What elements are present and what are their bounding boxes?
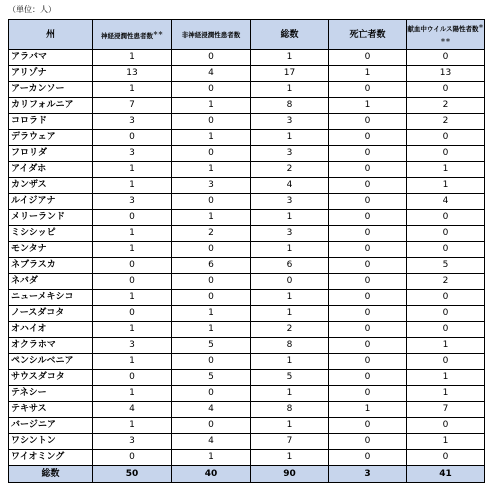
cell-neuroinvasive: 3 — [93, 338, 172, 354]
table-row — [9, 290, 485, 306]
cell-non-neuroinvasive: 1 — [172, 130, 251, 146]
state-case-table — [8, 19, 485, 483]
cell-non-neuroinvasive: 4 — [172, 402, 251, 418]
cell-neuroinvasive: 1 — [93, 178, 172, 194]
cell-blood-donor-positive: 0 — [407, 354, 485, 370]
cell-blood-donor-positive: 0 — [407, 82, 485, 98]
cell-deaths: 1 — [329, 98, 407, 114]
cell-total: 1 — [251, 210, 329, 226]
cell-blood-donor-positive: 4 — [407, 194, 485, 210]
cell-deaths: 0 — [329, 210, 407, 226]
cell-total: 2 — [251, 162, 329, 178]
cell-total: 1 — [251, 290, 329, 306]
cell-neuroinvasive: 0 — [93, 370, 172, 386]
cell-deaths: 0 — [329, 114, 407, 130]
cell-neuroinvasive: 1 — [93, 354, 172, 370]
cell-blood-donor-positive: 1 — [407, 338, 485, 354]
header-blood-donor-positive: 献血中ウイルス陽性者数＊＊＊ — [407, 20, 485, 50]
cell-state: ワイオミング — [9, 450, 93, 466]
cell-deaths: 1 — [329, 66, 407, 82]
table-row — [9, 210, 485, 226]
cell-total: 8 — [251, 98, 329, 114]
cell-deaths: 0 — [329, 386, 407, 402]
cell-state: ネブラスカ — [9, 258, 93, 274]
cell-deaths: 0 — [329, 370, 407, 386]
cell-state: アリゾナ — [9, 66, 93, 82]
cell-deaths: 0 — [329, 290, 407, 306]
cell-blood-donor-positive: 13 — [407, 66, 485, 82]
cell-blood-donor-positive: 0 — [407, 306, 485, 322]
cell-state: アイダホ — [9, 162, 93, 178]
cell-neuroinvasive: 0 — [93, 274, 172, 290]
table-row — [9, 322, 485, 338]
cell-total: 4 — [251, 178, 329, 194]
cell-state: ワシントン — [9, 434, 93, 450]
header-deaths: 死亡者数 — [329, 20, 407, 50]
cell-neuroinvasive: 13 — [93, 66, 172, 82]
cell-non-neuroinvasive: 0 — [172, 50, 251, 66]
cell-non-neuroinvasive: 1 — [172, 306, 251, 322]
cell-non-neuroinvasive: 5 — [172, 370, 251, 386]
cell-blood-donor-positive: 1 — [407, 434, 485, 450]
cell-blood-donor-positive: 1 — [407, 162, 485, 178]
cell-deaths: 0 — [329, 226, 407, 242]
cell-state: ルイジアナ — [9, 194, 93, 210]
cell-non-neuroinvasive: 6 — [172, 258, 251, 274]
table-row — [9, 194, 485, 210]
cell-deaths: 0 — [329, 354, 407, 370]
cell-non-neuroinvasive: 3 — [172, 178, 251, 194]
table-row — [9, 226, 485, 242]
cell-non-neuroinvasive: 0 — [172, 242, 251, 258]
cell-deaths: 0 — [329, 274, 407, 290]
cell-state: バージニア — [9, 418, 93, 434]
cell-non-neuroinvasive: 5 — [172, 338, 251, 354]
cell-deaths: 0 — [329, 418, 407, 434]
header-non-neuroinvasive: 非神経浸潤性患者数 — [172, 20, 251, 50]
cell-neuroinvasive: 1 — [93, 322, 172, 338]
cell-non-neuroinvasive: 0 — [172, 194, 251, 210]
cell-deaths: 0 — [329, 194, 407, 210]
cell-total: 0 — [251, 274, 329, 290]
total-blood-donor-positive: 41 — [407, 466, 485, 483]
cell-blood-donor-positive: 2 — [407, 114, 485, 130]
cell-total: 17 — [251, 66, 329, 82]
cell-neuroinvasive: 1 — [93, 226, 172, 242]
cell-total: 1 — [251, 354, 329, 370]
cell-neuroinvasive: 1 — [93, 418, 172, 434]
cell-blood-donor-positive: 0 — [407, 210, 485, 226]
table-row — [9, 386, 485, 402]
cell-total: 3 — [251, 194, 329, 210]
cell-non-neuroinvasive: 0 — [172, 290, 251, 306]
cell-blood-donor-positive: 1 — [407, 370, 485, 386]
cell-deaths: 0 — [329, 146, 407, 162]
cell-total: 7 — [251, 434, 329, 450]
table-row — [9, 130, 485, 146]
cell-total: 3 — [251, 114, 329, 130]
cell-non-neuroinvasive: 1 — [172, 322, 251, 338]
table-row — [9, 306, 485, 322]
cell-deaths: 0 — [329, 434, 407, 450]
cell-state: ペンシルベニア — [9, 354, 93, 370]
cell-blood-donor-positive: 0 — [407, 226, 485, 242]
table-row — [9, 450, 485, 466]
cell-deaths: 0 — [329, 450, 407, 466]
cell-deaths: 0 — [329, 82, 407, 98]
cell-state: オクラホマ — [9, 338, 93, 354]
cell-non-neuroinvasive: 4 — [172, 434, 251, 450]
cell-deaths: 0 — [329, 322, 407, 338]
cell-neuroinvasive: 0 — [93, 258, 172, 274]
table-row — [9, 402, 485, 418]
cell-total: 1 — [251, 306, 329, 322]
cell-blood-donor-positive: 7 — [407, 402, 485, 418]
cell-non-neuroinvasive: 1 — [172, 450, 251, 466]
cell-non-neuroinvasive: 4 — [172, 66, 251, 82]
cell-total: 1 — [251, 130, 329, 146]
cell-state: テネシー — [9, 386, 93, 402]
cell-state: フロリダ — [9, 146, 93, 162]
cell-total: 1 — [251, 242, 329, 258]
cell-non-neuroinvasive: 1 — [172, 210, 251, 226]
cell-total: 2 — [251, 322, 329, 338]
cell-neuroinvasive: 1 — [93, 82, 172, 98]
cell-deaths: 0 — [329, 306, 407, 322]
cell-total: 5 — [251, 370, 329, 386]
table-row — [9, 418, 485, 434]
table-row — [9, 82, 485, 98]
unit-note: （単位：人） — [8, 5, 56, 14]
cell-state: カンザス — [9, 178, 93, 194]
cell-blood-donor-positive: 1 — [407, 386, 485, 402]
cell-deaths: 0 — [329, 242, 407, 258]
cell-deaths: 0 — [329, 130, 407, 146]
cell-total: 6 — [251, 258, 329, 274]
cell-non-neuroinvasive: 1 — [172, 162, 251, 178]
table-row — [9, 258, 485, 274]
cell-deaths: 0 — [329, 50, 407, 66]
total-total: 90 — [251, 466, 329, 483]
cell-state: アラバマ — [9, 50, 93, 66]
cell-neuroinvasive: 1 — [93, 386, 172, 402]
cell-non-neuroinvasive: 0 — [172, 274, 251, 290]
cell-neuroinvasive: 1 — [93, 290, 172, 306]
table-row — [9, 178, 485, 194]
cell-non-neuroinvasive: 0 — [172, 354, 251, 370]
table-row — [9, 354, 485, 370]
cell-non-neuroinvasive: 0 — [172, 418, 251, 434]
cell-neuroinvasive: 3 — [93, 114, 172, 130]
table-row — [9, 434, 485, 450]
cell-blood-donor-positive: 5 — [407, 258, 485, 274]
cell-neuroinvasive: 1 — [93, 50, 172, 66]
cell-non-neuroinvasive: 0 — [172, 114, 251, 130]
cell-blood-donor-positive: 0 — [407, 50, 485, 66]
cell-total: 1 — [251, 450, 329, 466]
cell-total: 3 — [251, 226, 329, 242]
table-row — [9, 274, 485, 290]
cell-state: ネバダ — [9, 274, 93, 290]
cell-blood-donor-positive: 0 — [407, 130, 485, 146]
cell-blood-donor-positive: 2 — [407, 274, 485, 290]
total-deaths: 3 — [329, 466, 407, 483]
header-total: 総数 — [251, 20, 329, 50]
cell-deaths: 0 — [329, 162, 407, 178]
cell-total: 1 — [251, 50, 329, 66]
header-row — [9, 20, 485, 50]
cell-deaths: 0 — [329, 258, 407, 274]
cell-deaths: 0 — [329, 178, 407, 194]
cell-state: カリフォルニア — [9, 98, 93, 114]
cell-neuroinvasive: 1 — [93, 162, 172, 178]
cell-blood-donor-positive: 0 — [407, 322, 485, 338]
cell-total: 8 — [251, 402, 329, 418]
cell-state: ミシシッピ — [9, 226, 93, 242]
cell-blood-donor-positive: 0 — [407, 146, 485, 162]
cell-blood-donor-positive: 0 — [407, 450, 485, 466]
cell-state: メリーランド — [9, 210, 93, 226]
cell-neuroinvasive: 3 — [93, 146, 172, 162]
cell-state: アーカンソー — [9, 82, 93, 98]
cell-state: ニューメキシコ — [9, 290, 93, 306]
cell-state: オハイオ — [9, 322, 93, 338]
table-row — [9, 66, 485, 82]
cell-deaths: 0 — [329, 338, 407, 354]
table-row — [9, 338, 485, 354]
cell-neuroinvasive: 3 — [93, 434, 172, 450]
cell-neuroinvasive: 4 — [93, 402, 172, 418]
table-row — [9, 98, 485, 114]
table-row — [9, 162, 485, 178]
cell-total: 1 — [251, 418, 329, 434]
cell-state: デラウェア — [9, 130, 93, 146]
cell-total: 3 — [251, 146, 329, 162]
cell-non-neuroinvasive: 2 — [172, 226, 251, 242]
cell-state: ノースダコタ — [9, 306, 93, 322]
cell-non-neuroinvasive: 1 — [172, 98, 251, 114]
total-neuroinvasive: 50 — [93, 466, 172, 483]
header-state: 州 — [9, 20, 93, 50]
cell-neuroinvasive: 0 — [93, 210, 172, 226]
table-row — [9, 50, 485, 66]
header-neuroinvasive: 神経浸潤性患者数＊＊ — [93, 20, 172, 50]
table-row — [9, 114, 485, 130]
cell-non-neuroinvasive: 0 — [172, 82, 251, 98]
table-body — [9, 50, 485, 466]
cell-blood-donor-positive: 0 — [407, 242, 485, 258]
cell-total: 1 — [251, 82, 329, 98]
cell-total: 8 — [251, 338, 329, 354]
total-row — [9, 466, 485, 483]
cell-non-neuroinvasive: 0 — [172, 146, 251, 162]
cell-non-neuroinvasive: 0 — [172, 386, 251, 402]
cell-neuroinvasive: 0 — [93, 450, 172, 466]
cell-blood-donor-positive: 0 — [407, 418, 485, 434]
cell-state: テキサス — [9, 402, 93, 418]
cell-blood-donor-positive: 0 — [407, 290, 485, 306]
cell-state: サウスダコタ — [9, 370, 93, 386]
cell-neuroinvasive: 0 — [93, 306, 172, 322]
cell-blood-donor-positive: 1 — [407, 178, 485, 194]
cell-total: 1 — [251, 386, 329, 402]
cell-deaths: 1 — [329, 402, 407, 418]
cell-neuroinvasive: 1 — [93, 242, 172, 258]
total-label: 総数 — [9, 466, 93, 483]
cell-neuroinvasive: 7 — [93, 98, 172, 114]
cell-blood-donor-positive: 2 — [407, 98, 485, 114]
cell-state: コロラド — [9, 114, 93, 130]
total-non-neuroinvasive: 40 — [172, 466, 251, 483]
table-row — [9, 370, 485, 386]
table-row — [9, 242, 485, 258]
cell-neuroinvasive: 3 — [93, 194, 172, 210]
cell-neuroinvasive: 0 — [93, 130, 172, 146]
cell-state: モンタナ — [9, 242, 93, 258]
table-row — [9, 146, 485, 162]
